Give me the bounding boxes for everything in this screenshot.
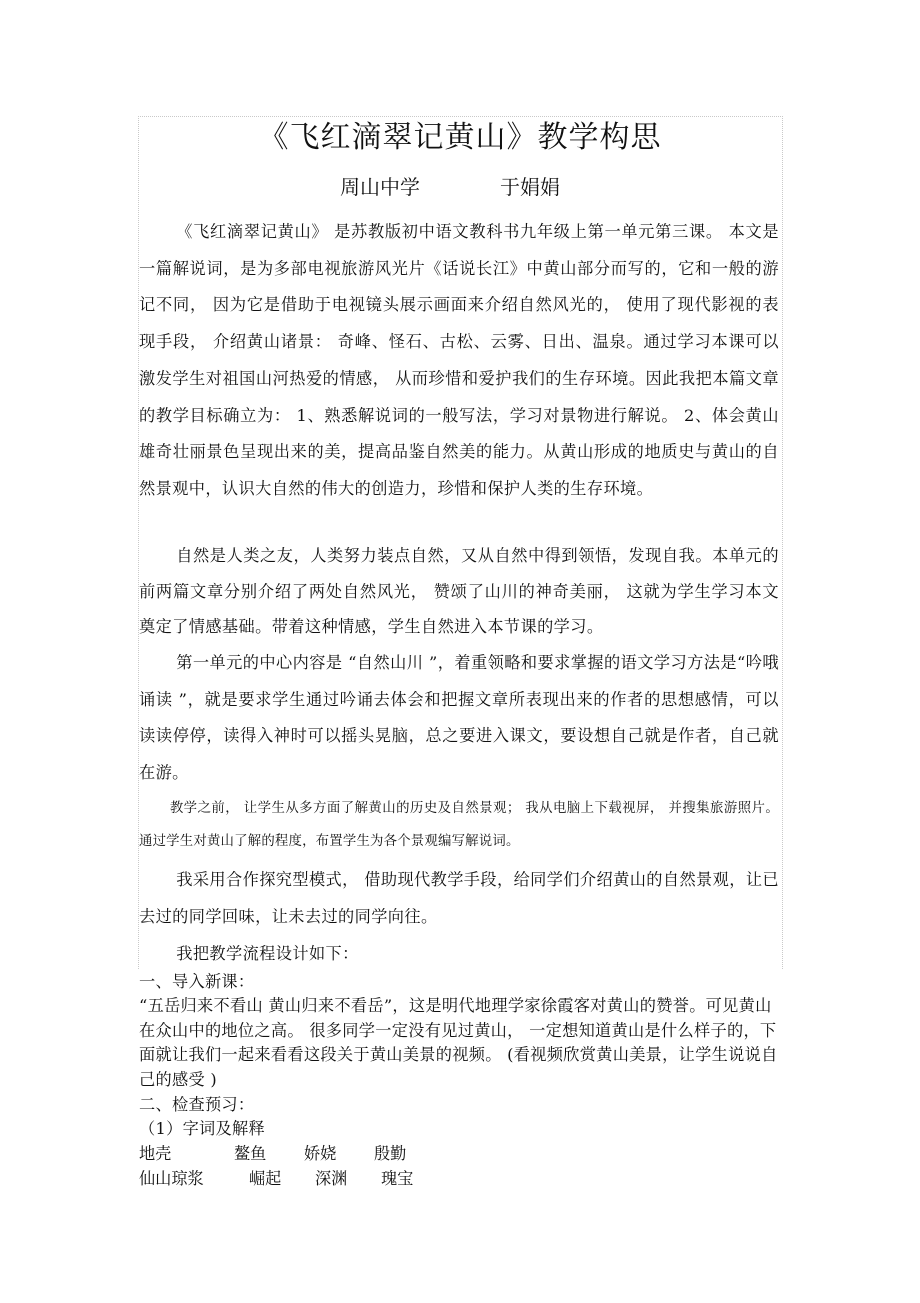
vocab-word: 瑰宝 — [381, 1169, 414, 1188]
vocabulary-row — [139, 1141, 413, 1166]
paragraph-preparation: 教学之前， 让学生从多方面了解黄山的历史及自然景观； 我从电脑上下载视屏， 并搜集旅游照片。通过学生对黄山了解的程度，布置学生为各个景观编写解说词。 — [139, 801, 779, 849]
paragraph-flow-intro: 我把教学流程设计如下： — [176, 944, 359, 963]
section-heading-intro: 一、导入新课： — [139, 972, 255, 991]
paragraph-nature: 自然是人类之友，人类努力装点自然，又从自然中得到领悟，发现自我。本单元的前两篇文章分别介绍了两处自然风光， 赞颂了山川的神奇美丽， 这就为学生学习本文奠定了情感基础。带着这种情感，学生自然进入本节课的学习。 — [139, 546, 779, 636]
vocab-word: 深渊 — [315, 1169, 348, 1188]
author-name: 于娟娟 — [500, 175, 560, 199]
paragraph-unit-theme: 第一单元的中心内容是 “自然山川 ”，着重领略和要求掌握的语文学习方法是“吟哦诵读 ”，就是要求学生通过吟诵去体会和把握文章所表现出来的作者的思想感情，可以读读停停，读得入神时可以摇头晃脑，总之要进入课文，要设想自己就是作者，自己就在游。 — [139, 653, 779, 783]
vocab-word: 娇娆 — [304, 1144, 337, 1163]
paragraph-intro: 《飞红滴翠记黄山》 是苏教版初中语文教科书九年级上第一单元第三课。 本文是一篇解说词，是为多部电视旅游风光片《话说长江》中黄山部分而写的，它和一般的游记不同， 因为它是借助于电视镜头展示画面来介绍自然风光的， 使用了现代影视的表现手段， 介绍黄山诸景： 奇峰、怪石、古松、云雾、日出、温泉。通过学习本课可以激发学生对祖国山河热爱的情感， 从而珍惜和爱护我们的生存环境。因此我把本篇文章的教学目标确立为： 1、熟悉解说词的一般写法，学习对景物进行解说。 2、体会黄山雄奇壮丽景色呈现出来的美，提高品鉴自然美的能力。从黄山形成的地质史与黄山的自然景观中，认识大自然的伟大的创造力，珍惜和保护人类的生存环境。 — [139, 222, 779, 498]
section-text-intro: “五岳归来不看山 黄山归来不看岳”，这是明代地理学家徐霞客对黄山的赞誉。可见黄山在众山中的地位之高。 很多同学一定没有见过黄山， 一定想知道黄山是什么样子的，下面就让我们一起来看看这段关于黄山美景的视频。 (看视频欣赏黄山美景，让学生说说自己的感受 ) — [139, 996, 778, 1089]
vocab-word: 殷勤 — [374, 1144, 407, 1163]
byline — [340, 174, 560, 200]
subsection-vocabulary: （1）字词及解释 — [139, 1119, 266, 1138]
vocab-word: 崛起 — [249, 1169, 282, 1188]
vocab-word: 鳌鱼 — [234, 1144, 267, 1163]
page-title: 《飞红滴翠记黄山》教学构思 — [258, 120, 662, 155]
vocabulary-row — [139, 1166, 413, 1191]
vocab-word: 地壳 — [139, 1144, 172, 1163]
vocab-word: 仙山琼浆 — [139, 1169, 204, 1188]
school-name: 周山中学 — [340, 175, 420, 199]
section-heading-preview: 二、检查预习： — [139, 1095, 255, 1114]
vocabulary-table — [139, 1141, 413, 1191]
paragraph-teaching-mode: 我采用合作探究型模式， 借助现代教学手段，给同学们介绍黄山的自然景观，让已去过的同学回味，让未去过的同学向往。 — [139, 870, 779, 926]
